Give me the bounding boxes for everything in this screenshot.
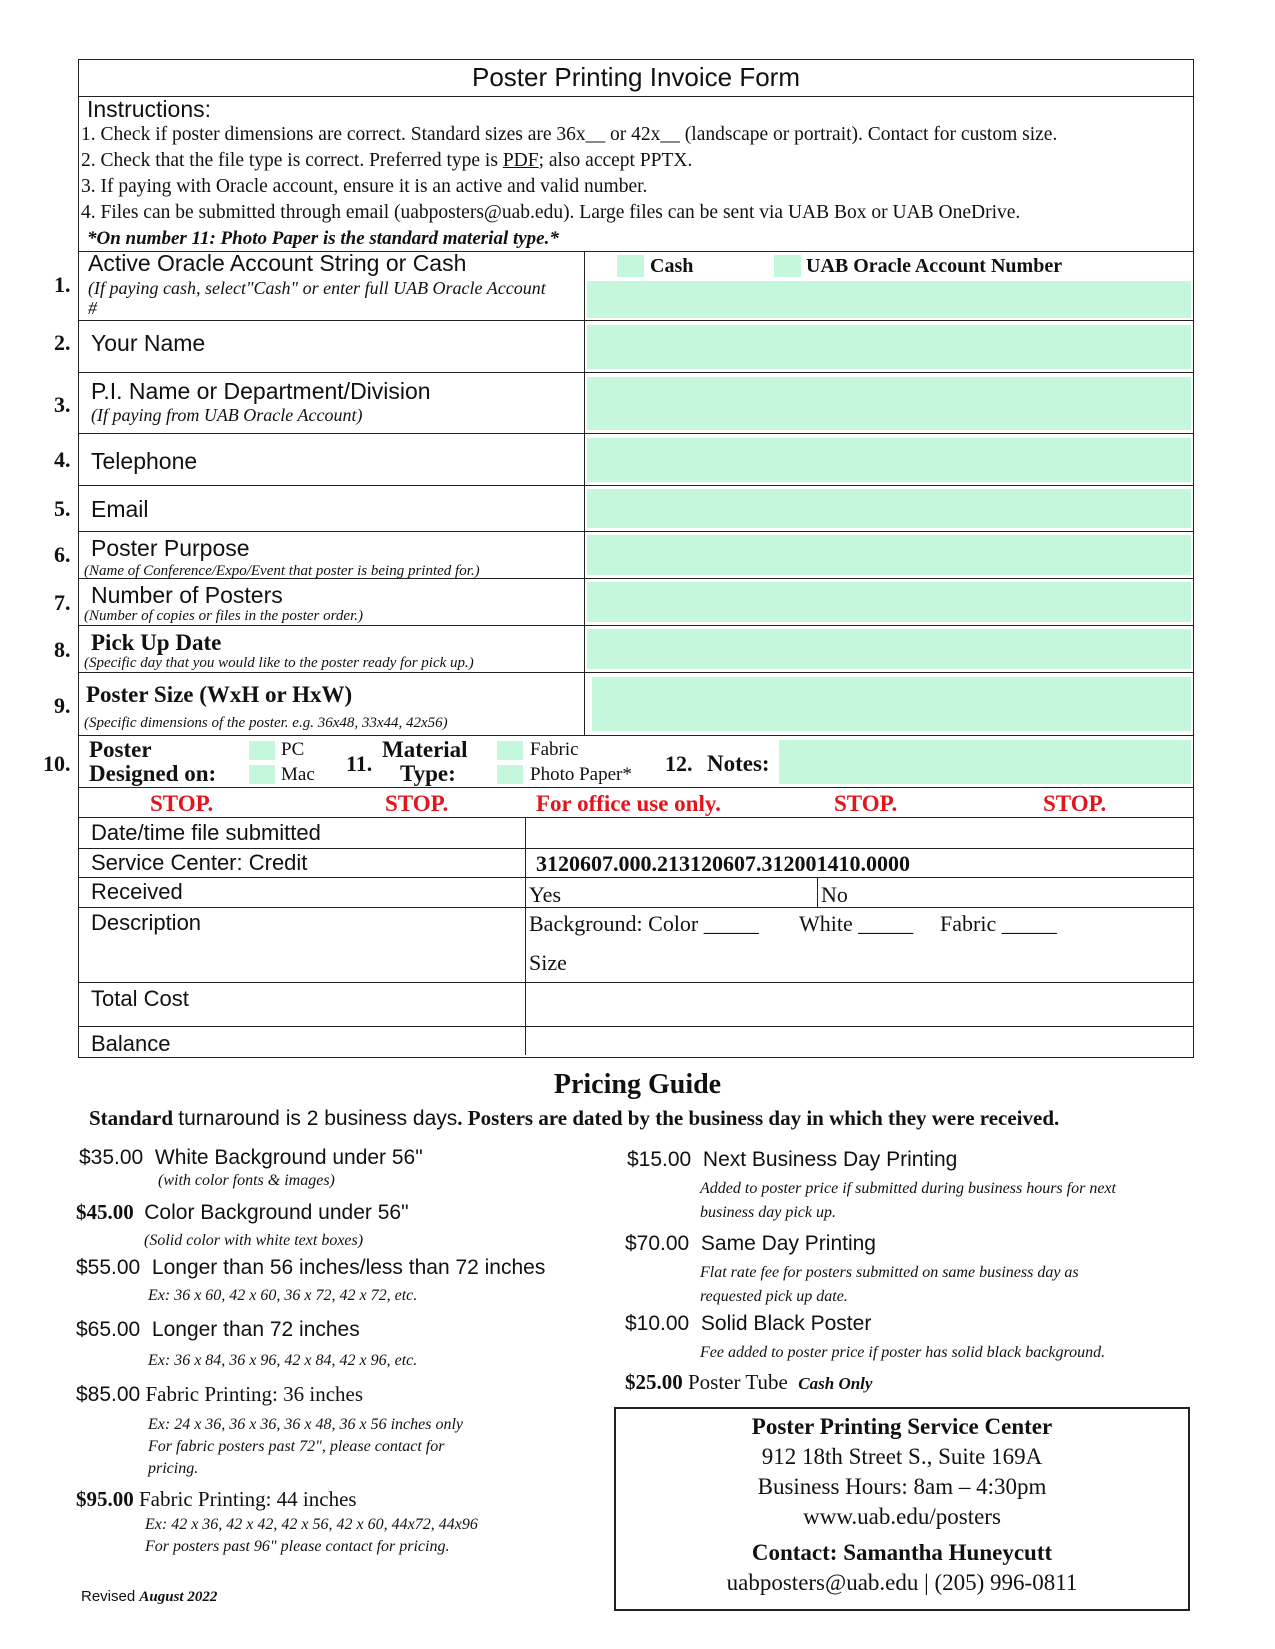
instruction-1: 1. Check if poster dimensions are correct. Standard sizes are 36x__ or 42x__ (landscape or portrait). Contact for custom size. [81,124,1058,145]
stop-text: STOP. [1043,791,1107,816]
divider [78,817,1194,818]
price-item [76,1318,360,1342]
designed-on-label: Designed on: [89,761,217,786]
cash-checkbox[interactable] [617,255,644,277]
price-note: For fabric posters past 72", please contact for [148,1438,445,1455]
email-input[interactable] [587,489,1191,528]
received-label: Received [91,879,183,904]
price-item [76,1200,409,1225]
price-note: business day pick up. [700,1204,836,1221]
field-hint: (If paying from UAB Oracle Account) [91,405,363,425]
field-hint: (Name of Conference/Expo/Event that poster is being printed for.) [84,563,480,579]
field-label: Poster Purpose [91,535,250,561]
poster-purpose-input[interactable] [587,535,1191,575]
photo-paper-label: Photo Paper* [530,764,632,785]
price: $25.00 [625,1370,683,1394]
revised-date [81,1588,217,1606]
price-note: Flat rate fee for posters submitted on same business day as [700,1264,1079,1281]
field-hint: (Number of copies or files in the poster order.) [84,608,364,624]
number-of-posters-input[interactable] [587,582,1191,622]
field-label: Telephone [91,448,198,474]
pc-label: PC [281,739,305,760]
price-item [76,1256,545,1280]
email-phone[interactable]: uabposters@uab.edu | (205) 996-0811 [726,1570,1078,1595]
account-input[interactable] [587,281,1191,318]
field-label: Number of Posters [91,582,283,608]
price-note: Ex: 42 x 36, 42 x 42, 42 x 56, 42 x 60, 44x72, 44x96 [145,1516,478,1533]
field-hint: (Specific day that you would like to the poster ready for pick up.) [84,655,474,671]
instruction-4: 4. Files can be submitted through email (uabposters@uab.edu). Large files can be sent via UAB Box or UAB OneDrive. [81,202,1021,223]
form-title: Poster Printing Invoice Form [471,62,800,92]
mac-checkbox[interactable] [249,765,275,784]
pc-checkbox[interactable] [249,741,275,760]
price-note: For posters past 96" please contact for pricing. [145,1538,450,1555]
stop-text: STOP. [385,791,449,816]
instruction-3: 3. If paying with Oracle account, ensure it is an active and valid number. [81,176,648,197]
divider [78,982,1194,983]
price-note: (with color fonts & images) [158,1172,335,1189]
field-label: Poster Size (WxH or HxW) [86,682,353,707]
price: $95.00 [76,1487,134,1511]
price-note: Ex: 36 x 60, 42 x 60, 36 x 72, 42 x 72, etc. [148,1287,418,1304]
size-text: Size [529,950,567,975]
divider [525,817,526,1055]
price: $45.00 [76,1200,134,1224]
divider [78,320,1194,321]
oracle-checkbox[interactable] [774,255,801,277]
price-note: Fee added to poster price if poster has solid black background. [700,1344,1106,1361]
instruction-2: 2. Check that the file type is correct. Preferred type is PDF; also accept PPTX. [81,150,693,171]
field-label: Email [91,496,149,522]
divider [78,1026,1194,1027]
stop-text: STOP. [834,791,898,816]
price: $15.00 [627,1148,692,1171]
service-center-value: 3120607.000.213120607.312001410.0000 [536,851,910,876]
price-label: Longer than 56 inches/less than 72 inches [151,1256,546,1279]
designed-on-label: Poster [89,737,152,762]
price-label: Next Business Day Printing [702,1148,958,1171]
price-label: Fabric Printing: 44 inches [139,1487,357,1511]
divider [78,907,1194,908]
background-color-text: Background: Color _____ [529,911,759,936]
price-item [627,1148,957,1172]
field-number: 1. [54,272,71,297]
instructions-heading: Instructions: [87,96,211,122]
price-label: Color Background under 56" [144,1201,409,1224]
price-note: pricing. [148,1460,199,1477]
revised-label: Revised [81,1588,136,1605]
service-center-name: Poster Printing Service Center [751,1414,1053,1439]
divider [817,877,818,907]
field-label: P.I. Name or Department/Division [91,378,431,404]
field-number: 3. [54,392,71,417]
field-number: 8. [54,637,71,662]
price-note: Ex: 36 x 84, 36 x 96, 42 x 84, 42 x 96, etc. [148,1352,418,1369]
field-number: 6. [54,542,71,567]
notes-label: Notes: [707,751,770,776]
address: 912 18th Street S., Suite 169A [761,1444,1043,1469]
fabric-label: Fabric [530,739,579,760]
field-label: Pick Up Date [91,630,222,655]
poster-size-input[interactable] [592,677,1191,731]
turnaround-text [89,1106,1059,1131]
turnaround-note: . Posters are dated by the business day in which they were received. [457,1106,1060,1130]
divider [78,877,1194,878]
field-number: 9. [54,693,71,718]
field-hint: (Specific dimensions of the poster. e.g. 36x48, 33x44, 42x56) [84,715,448,731]
price-note: Added to poster price if submitted during business hours for next [700,1180,1116,1197]
price-label: Longer than 72 inches [151,1318,360,1341]
divider [78,787,1194,788]
pi-department-input[interactable] [587,377,1191,430]
website-link[interactable]: www.uab.edu/posters [803,1504,1001,1529]
price-item [76,1382,363,1407]
description-label: Description [91,910,202,935]
field-number: 11. [346,751,373,776]
notes-input[interactable] [779,740,1191,784]
received-yes: Yes [529,882,562,907]
total-cost-label: Total Cost [91,986,189,1011]
name-input[interactable] [587,325,1191,369]
divider [78,672,1194,673]
material-type-label: Material [382,737,468,762]
divider [78,96,1194,97]
divider [78,485,1194,486]
fabric-checkbox[interactable] [497,741,523,760]
turnaround-bold: Standard [89,1106,174,1130]
price-item [625,1370,872,1395]
mac-label: Mac [281,764,315,785]
contact-name: Contact: Samantha Huneycutt [751,1540,1053,1565]
telephone-input[interactable] [587,438,1191,482]
price-label: White Background under 56" [154,1146,423,1169]
divider [78,735,1194,736]
price-note: Ex: 24 x 36, 36 x 36, 36 x 48, 36 x 56 inches only [148,1416,464,1433]
divider [78,372,1194,373]
pricing-title: Pricing Guide [553,1069,722,1100]
divider [78,531,1194,532]
balance-label: Balance [91,1031,171,1056]
field-hint: (If paying cash, select"Cash" or enter full UAB Oracle Account # [88,278,546,318]
price: $55.00 [76,1256,141,1279]
price-label: Poster Tube [688,1370,788,1394]
divider [78,625,1194,626]
price: $70.00 [625,1232,690,1255]
turnaround-days: turnaround is 2 business days [178,1107,458,1130]
field-number: 4. [54,447,71,472]
service-center-label: Service Center: Credit [91,850,308,875]
received-no: No [821,882,848,907]
cash-label: Cash [650,255,694,277]
field-number: 10. [43,751,71,776]
pickup-date-input[interactable] [587,629,1191,669]
cash-only-note: Cash Only [798,1374,873,1393]
field-number: 2. [54,330,71,355]
material-note: *On number 11: Photo Paper is the standard material type.* [87,228,559,249]
fabric-text: Fabric _____ [940,911,1057,936]
photo-paper-checkbox[interactable] [497,765,523,784]
date-time-label: Date/time file submitted [91,820,321,845]
divider [78,433,1194,434]
price-label: Fabric Printing: 36 inches [145,1382,364,1406]
revised-month: August 2022 [139,1589,218,1605]
price-item [625,1312,871,1336]
white-text: White _____ [799,911,914,936]
stop-text: STOP. [150,791,214,816]
divider [78,848,1194,849]
divider [584,251,585,735]
business-hours: Business Hours: 8am – 4:30pm [757,1474,1047,1499]
field-label: Your Name [91,330,206,356]
office-use-text: For office use only. [536,791,721,816]
oracle-label: UAB Oracle Account Number [806,255,1063,277]
field-number: 5. [54,496,71,521]
field-number: 12. [665,751,693,776]
price: $85.00 [76,1383,141,1406]
field-number: 7. [54,590,71,615]
material-type-label: Type: [400,761,456,786]
price-label: Same Day Printing [700,1232,876,1255]
field-label: Active Oracle Account String or Cash [88,250,467,276]
price: $35.00 [79,1146,144,1169]
price-note: requested pick up date. [700,1288,848,1305]
price: $10.00 [625,1312,690,1335]
price-item [76,1487,357,1512]
price-item [79,1146,423,1170]
price-note: (Solid color with white text boxes) [144,1232,364,1249]
price: $65.00 [76,1318,141,1341]
price-item [625,1232,876,1256]
price-label: Solid Black Poster [700,1312,872,1335]
